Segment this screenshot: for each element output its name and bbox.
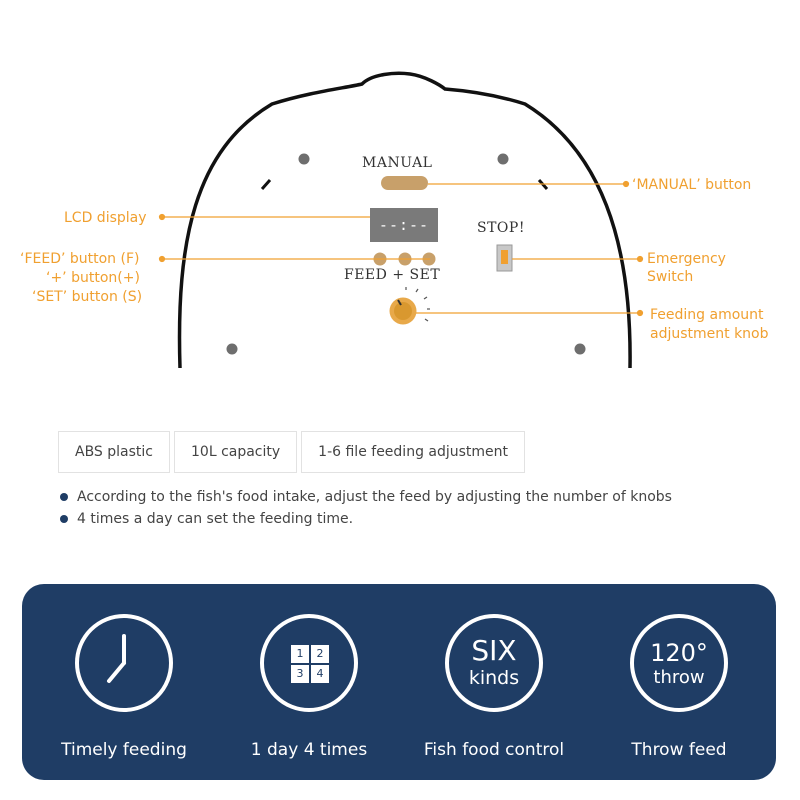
emergency-switch-toggle bbox=[501, 250, 508, 264]
screw-bottom-left bbox=[227, 344, 238, 355]
throw-icon bbox=[630, 614, 728, 712]
feature-six bbox=[414, 614, 574, 760]
feature-label: Timely feeding bbox=[61, 740, 187, 760]
callout-knob-2: adjustment knob bbox=[650, 326, 769, 342]
grid-cell: 1 bbox=[291, 645, 309, 663]
angle-text: 120° bbox=[650, 639, 708, 667]
bullet-dot bbox=[60, 493, 68, 501]
throw-text: throw bbox=[653, 667, 705, 688]
lcd-display: --:-- bbox=[370, 208, 438, 242]
feature-label: 1 day 4 times bbox=[250, 740, 368, 760]
feature-bullets bbox=[60, 486, 672, 530]
six-kinds-icon bbox=[445, 614, 543, 712]
callout-emergency-2: Switch bbox=[647, 269, 694, 285]
spec-tags bbox=[58, 431, 525, 473]
manual-button[interactable] bbox=[381, 176, 428, 190]
feature-label: Throw feed bbox=[631, 740, 727, 760]
spec-material: ABS plastic bbox=[58, 431, 170, 473]
stop-label: STOP! bbox=[477, 220, 525, 236]
callout-emergency-1: Emergency bbox=[647, 251, 726, 267]
six-text: SIX bbox=[471, 634, 517, 667]
clock-icon bbox=[75, 614, 173, 712]
vent-left bbox=[262, 180, 270, 189]
callout-plus-button: ‘+’ button(+) bbox=[46, 270, 140, 286]
manual-label: MANUAL bbox=[362, 155, 433, 171]
screw-bottom-right bbox=[575, 344, 586, 355]
bullet-item bbox=[60, 486, 672, 508]
callout-knob-1: Feeding amount bbox=[650, 307, 764, 323]
bullet-dot bbox=[60, 515, 68, 523]
grid-cells bbox=[291, 645, 329, 683]
grid-cell: 2 bbox=[311, 645, 329, 663]
bullet-item bbox=[60, 508, 672, 530]
callout-manual-button: ‘MANUAL’ button bbox=[632, 177, 752, 193]
callout-feed-button: ‘FEED’ button (F) bbox=[20, 251, 140, 267]
features-banner bbox=[22, 584, 776, 780]
screw-top-left bbox=[299, 154, 310, 165]
spec-adjustment: 1-6 file feeding adjustment bbox=[301, 431, 525, 473]
callout-set-button: ‘SET’ button (S) bbox=[32, 289, 143, 305]
feature-timely bbox=[44, 614, 204, 760]
screw-top-right bbox=[498, 154, 509, 165]
grid-cell: 4 bbox=[311, 665, 329, 683]
feature-label: Fish food control bbox=[423, 740, 565, 760]
feature-day bbox=[229, 614, 389, 760]
callout-lcd-display: LCD display bbox=[64, 210, 147, 226]
grid-cell: 3 bbox=[291, 665, 309, 683]
spec-capacity: 10L capacity bbox=[174, 431, 297, 473]
callout-lines bbox=[160, 182, 643, 316]
feed-set-label: FEED + SET bbox=[344, 267, 441, 283]
kinds-text: kinds bbox=[468, 667, 520, 689]
bullet-text: 4 times a day can set the feeding time. bbox=[77, 511, 354, 527]
bullet-text: According to the fish's food intake, adjust the feed by adjusting the number of knobs bbox=[77, 489, 672, 505]
grid-icon bbox=[260, 614, 358, 712]
adjustment-knob-inner bbox=[394, 302, 412, 320]
feature-throw bbox=[599, 614, 759, 760]
